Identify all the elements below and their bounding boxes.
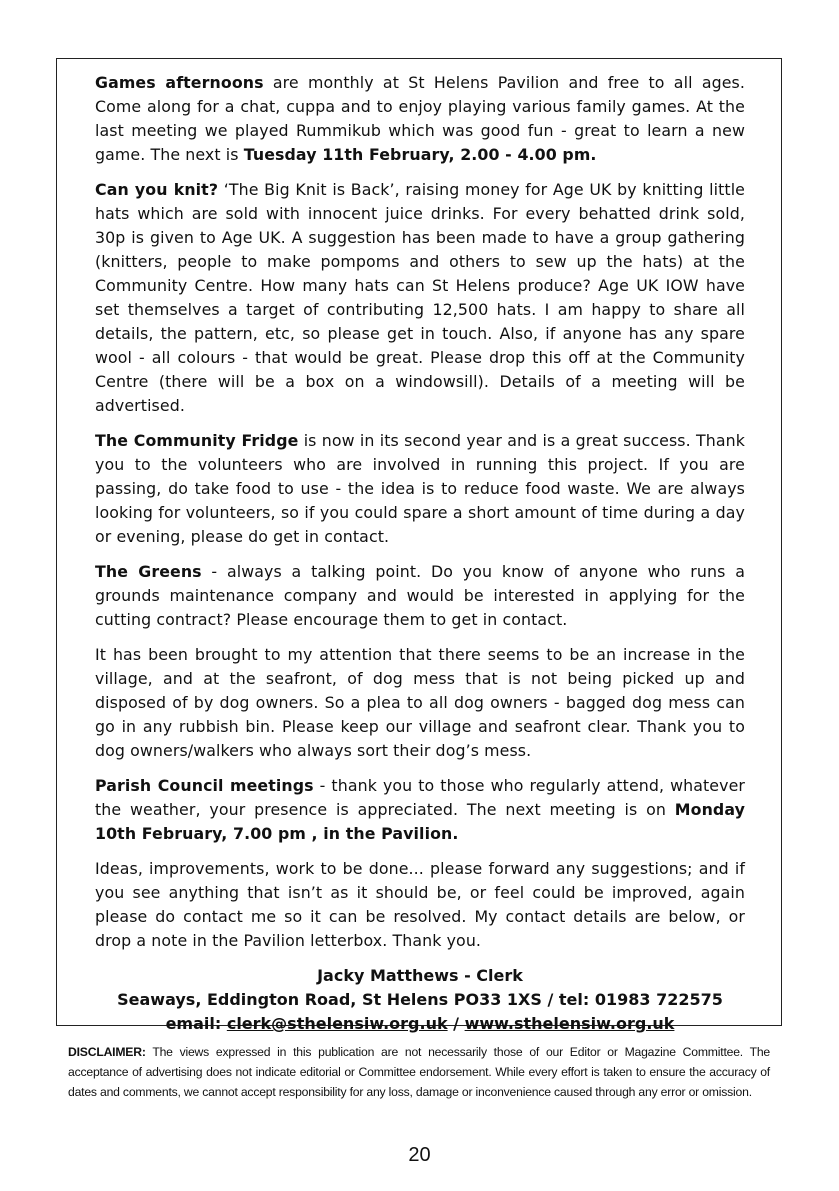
paragraph-dog-mess: [95, 643, 745, 763]
email-link[interactable]: clerk@sthelensiw.org.uk: [226, 1014, 448, 1033]
paragraph-lead: The Community Fridge: [95, 431, 299, 450]
disclaimer: [68, 1042, 770, 1102]
paragraph-text: is now in its second year and is a great success. Thank you to the volunteers who are involved in running this project. If you are passing, do take food to use - the idea is to reduce food waste. We are always looking for volunteers, so if you could spare a short amount of time during a day or evening, please do get in contact.: [95, 431, 745, 546]
paragraph-parish-council-meetings: [95, 774, 745, 846]
paragraph-lead: Games afternoons: [95, 73, 264, 92]
clerk-signature: [95, 964, 745, 1036]
paragraph-lead: Can you knit?: [95, 180, 219, 199]
paragraph-ideas-improvements: [95, 857, 745, 953]
paragraph-emphasis: Tuesday 11th February, 2.00 - 4.00 pm.: [243, 145, 597, 164]
clerk-address: Seaways, Eddington Road, St Helens PO33 1XS / tel: 01983 722575: [117, 990, 723, 1009]
disclaimer-label: DISCLAIMER:: [68, 1045, 146, 1059]
link-separator: /: [447, 1014, 465, 1033]
paragraph-lead: The Greens: [95, 562, 202, 581]
newsletter-content: [95, 71, 745, 1036]
clerk-contact-line: [95, 1012, 745, 1036]
paragraph-text: Ideas, improvements, work to be done... please forward any suggestions; and if you see anything that isn’t as it should be, or feel could be improved, again please do contact me so it can be resolved. My contact details are below, or drop a note in the Pavilion letterbox. Thank you.: [95, 859, 745, 950]
newsletter-box: [56, 58, 782, 1033]
paragraph-can-you-knit: [95, 178, 745, 418]
paragraph-community-fridge: [95, 429, 745, 549]
paragraph-text: - thank you to those who regularly attend, whatever the weather, your presence is appreciated. The next meeting is on: [95, 776, 745, 819]
page-number: 20: [408, 1144, 431, 1166]
paragraph-text: It has been brought to my attention that there seems to be an increase in the village, and at the seafront, of dog mess that is not being picked up and disposed of by dog owners. So a plea to all dog owners - bagged dog mess can go in any rubbish bin. Please keep our village and seafront clear. Thank you to dog owners/walkers who always sort their dog’s mess.: [95, 645, 745, 760]
clerk-name: Jacky Matthews - Clerk: [317, 966, 523, 985]
paragraph-text: are monthly at St Helens Pavilion and free to all ages. Come along for a chat, cuppa and to enjoy playing various family games. At the last meeting we played Rummikub which was good fun - great to learn a new game. The next is: [95, 73, 745, 164]
email-label: email:: [165, 1014, 227, 1033]
paragraph-emphasis: Monday 10th February, 7.00 pm , in the Pavilion.: [95, 800, 745, 843]
paragraph-the-greens: [95, 560, 745, 632]
paragraph-text: - always a talking point. Do you know of anyone who runs a grounds maintenance company and would be interested in applying for the cutting contract? Please encourage them to get in contact.: [95, 562, 745, 629]
disclaimer-text: The views expressed in this publication are not necessarily those of our Editor or Magazine Committee. The acceptance of advertising does not indicate editorial or Committee endorsement. While every effort is taken to ensure the accuracy of dates and comments, we cannot accept responsibility for any loss, damage or inconvenience caused through any error or omission.: [68, 1045, 770, 1099]
paragraph-text: ‘The Big Knit is Back’, raising money for Age UK by knitting little hats which are sold with innocent juice drinks. For every behatted drink sold, 30p is given to Age UK. A suggestion has been made to have a group gathering (knitters, people to make pompoms and others to sew up the hats) at the Community Centre. How many hats can St Helens produce? Age UK IOW have set themselves a target of contributing 12,500 hats. I am happy to share all details, the pattern, etc, so please get in touch. Also, if anyone has any spare wool - all colours - that would be great. Please drop this off at the Community Centre (there will be a box on a windowsill). Details of a meeting will be advertised.: [95, 180, 746, 415]
website-link[interactable]: www.sthelensiw.org.uk: [464, 1014, 675, 1033]
paragraph-games-afternoons: [95, 71, 745, 167]
paragraph-lead: Parish Council meetings: [95, 776, 314, 795]
